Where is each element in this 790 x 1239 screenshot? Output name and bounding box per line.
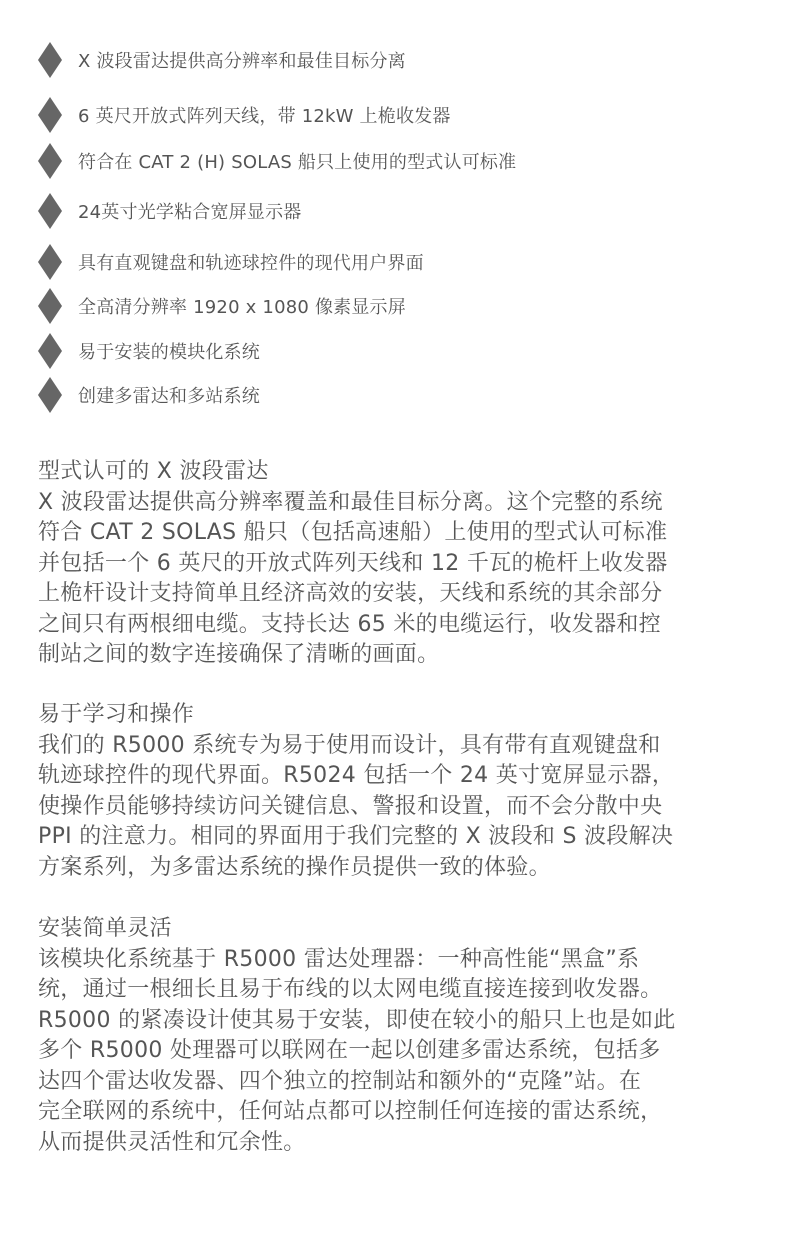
section-paragraph-line: 方案系列，为多雷达系统的操作员提供一致的体验。 [38, 854, 551, 880]
diamond-bullet-icon [38, 333, 62, 369]
section-simple-installation [38, 914, 768, 1158]
section-title: 安装简单灵活 [38, 916, 172, 941]
diamond-bullet-icon [38, 193, 62, 229]
section-paragraph-line: X 波段雷达提供高分辨率覆盖和最佳目标分离。这个完整的系统 [38, 489, 663, 515]
feature-item [38, 286, 406, 326]
section-paragraph-line: 之间只有两根细电缆。支持长达 65 米的电缆运行，收发器和控 [38, 611, 661, 637]
feature-text: 24英寸光学粘合宽屏显示器 [78, 202, 302, 223]
feature-text: X 波段雷达提供高分辨率和最佳目标分离 [78, 51, 406, 72]
section-paragraph-line: R5000 的紧凑设计使其易于安装，即使在较小的船只上也是如此 [38, 1007, 676, 1033]
feature-text: 符合在 CAT 2 (H) SOLAS 船只上使用的型式认可标准 [78, 152, 517, 173]
section-paragraph-line: 轨迹球控件的现代界面。R5024 包括一个 24 英寸宽屏显示器， [38, 763, 675, 788]
diamond-bullet-icon [38, 288, 62, 324]
section-title: 易于学习和操作 [38, 702, 195, 727]
section-easy-to-learn [38, 700, 768, 883]
diamond-bullet-icon [38, 244, 62, 280]
diamond-bullet-icon [38, 42, 62, 78]
section-paragraph-line: 使操作员能够持续访问关键信息、警报和设置，而不会分散中央 [38, 793, 663, 819]
section-paragraph-line: 制站之间的数字连接确保了清晰的画面。 [38, 642, 440, 667]
feature-text: 具有直观键盘和轨迹球控件的现代用户界面 [78, 253, 424, 274]
feature-item [38, 95, 451, 135]
section-paragraph-line: 达四个雷达收发器、四个独立的控制站和额外的“克隆”站。在 [38, 1068, 642, 1094]
feature-item [38, 375, 260, 415]
section-paragraph-line: 并包括一个 6 英尺的开放式阵列天线和 12 千瓦的桅杆上收发器 [38, 550, 668, 576]
section-paragraph-line: 该模块化系统基于 R5000 雷达处理器：一种高性能“黑盒”系 [38, 946, 640, 972]
section-paragraph-line: 完全联网的系统中，任何站点都可以控制任何连接的雷达系统， [38, 1099, 663, 1124]
section-title: 型式认可的 X 波段雷达 [38, 459, 269, 484]
section-paragraph-line: 从而提供灵活性和冗余性。 [38, 1129, 306, 1155]
feature-item [38, 40, 406, 80]
section-paragraph-line: 我们的 R5000 系统专为易于使用而设计，具有带有直观键盘和 [38, 732, 661, 758]
section-paragraph-line: 上桅杆设计支持简单且经济高效的安装，天线和系统的其余部分 [38, 581, 663, 606]
section-paragraph-line: PPI 的注意力。相同的界面用于我们完整的 X 波段和 S 波段解决 [38, 824, 674, 849]
feature-item [38, 242, 424, 282]
feature-item [38, 331, 260, 371]
diamond-bullet-icon [38, 143, 62, 179]
feature-item [38, 141, 516, 181]
diamond-bullet-icon [38, 377, 62, 413]
feature-item [38, 191, 302, 231]
section-paragraph-line: 多个 R5000 处理器可以联网在一起以创建多雷达系统，包括多 [38, 1038, 661, 1063]
feature-text: 创建多雷达和多站系统 [78, 386, 260, 407]
section-paragraph-line: 符合 CAT 2 SOLAS 船只（包括高速船）上使用的型式认可标准 [38, 520, 668, 545]
feature-text: 全高清分辨率 1920 x 1080 像素显示屏 [78, 297, 406, 318]
section-type-approved-radar [38, 457, 768, 671]
feature-text: 6 英尺开放式阵列天线，带 12kW 上桅收发器 [78, 106, 451, 127]
section-paragraph-line: 统，通过一根细长且易于布线的以太网电缆直接连接到收发器。 [38, 977, 663, 1002]
diamond-bullet-icon [38, 97, 62, 133]
feature-text: 易于安装的模块化系统 [78, 342, 260, 363]
